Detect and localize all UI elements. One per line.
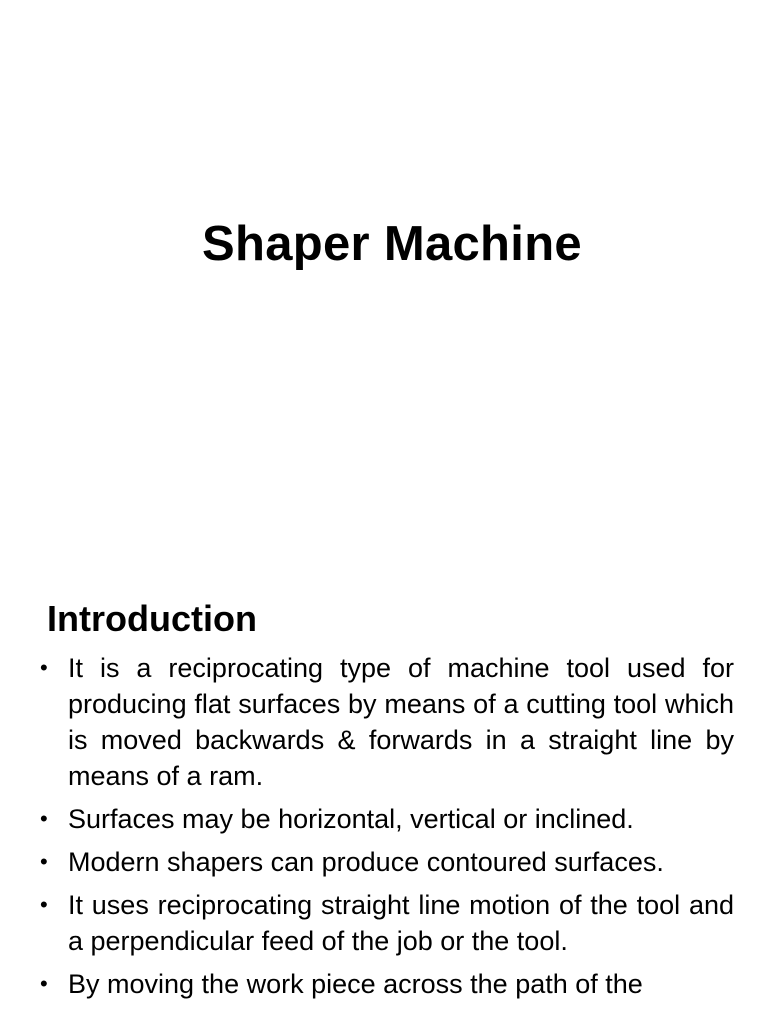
list-item	[40, 887, 734, 959]
bullet-icon: •	[40, 806, 48, 831]
bullet-icon: •	[40, 892, 48, 917]
bullet-text: Modern shapers can produce contoured surfaces.	[68, 847, 664, 877]
list-item	[40, 966, 734, 1002]
bullet-icon: •	[40, 849, 48, 874]
bullet-icon: •	[40, 971, 48, 996]
bullet-text: It is a reciprocating type of machine tool used for producing flat surfaces by means of a cutting tool which is moved backwards & forwards in a straight line by means of a ram.	[68, 653, 734, 791]
bullet-icon: •	[40, 655, 48, 680]
bullet-text: It uses reciprocating straight line motion of the tool and a perpendicular feed of the job or the tool.	[68, 890, 734, 956]
list-item	[40, 650, 734, 794]
bullet-text: Surfaces may be horizontal, vertical or inclined.	[68, 804, 634, 834]
bullet-list	[40, 650, 734, 1009]
bullet-text: By moving the work piece across the path of the	[68, 969, 643, 999]
section-heading: Introduction	[47, 598, 257, 639]
list-item	[40, 801, 734, 837]
list-item	[40, 844, 734, 880]
page-title: Shaper Machine	[202, 217, 582, 271]
